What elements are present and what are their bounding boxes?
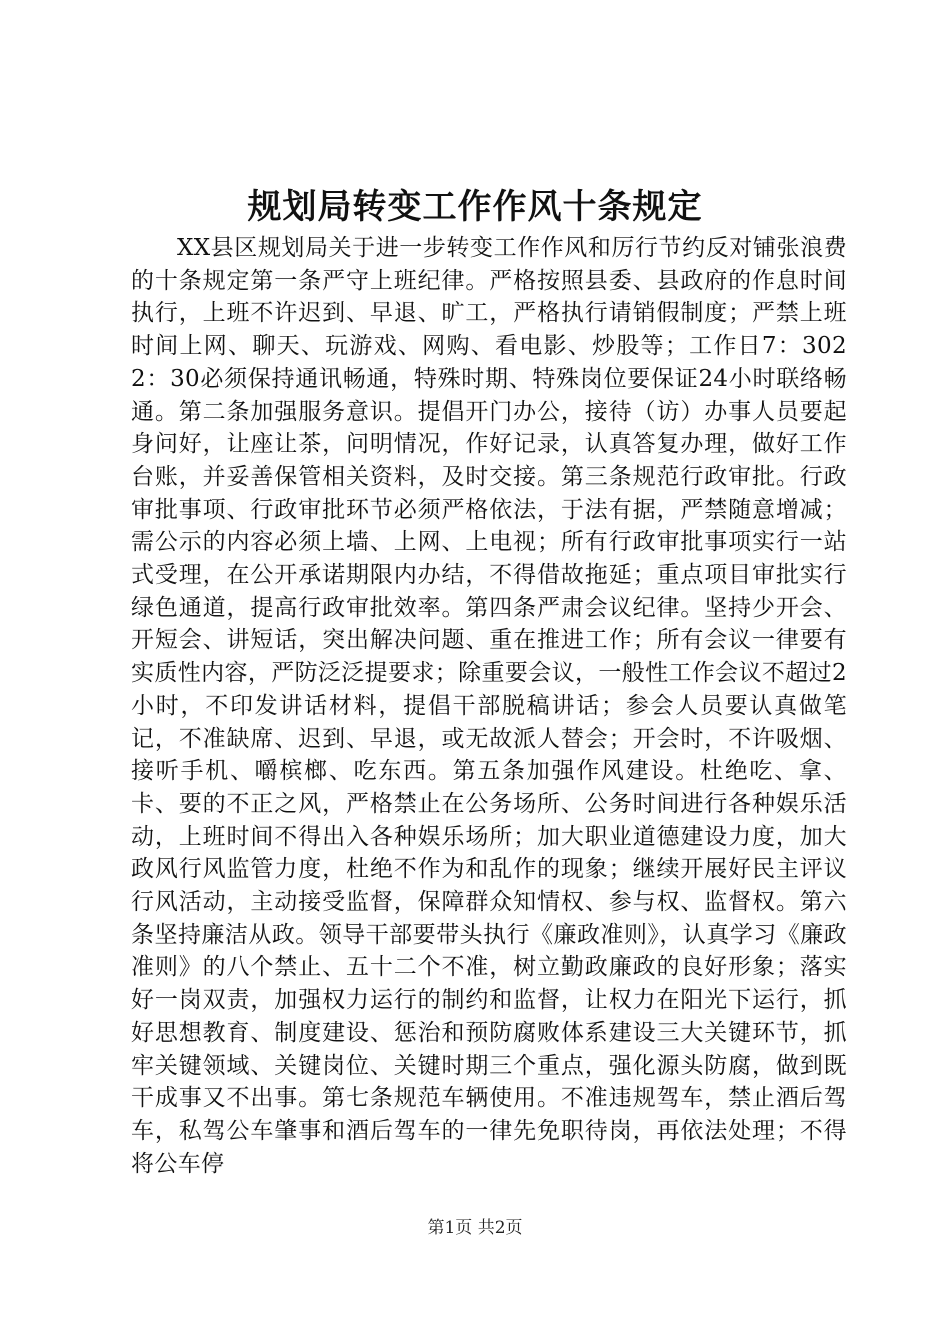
page-footer xyxy=(0,1216,950,1240)
document-title: 规划局转变工作作风十条规定 xyxy=(247,187,703,227)
page-number-indicator: 第1页 共2页 xyxy=(427,1218,523,1238)
document-body-paragraph: XX县区规划局关于进一步转变工作作风和厉行节约反对铺张浪费的十条规定第一条严守上班纪律。严格按照县委、县政府的作息时间执行，上班不许迟到、早退、旷工，严格执行请销假制度；严禁上班时间上网、聊天、玩游戏、网购、看电影、炒股等；工作日7：3022：30必须保持通讯畅通，特殊时期、特殊岗位要保证24小时联络畅通。第二条加强服务意识。提倡开门办公，接待（访）办事人员要起身问好，让座让茶，问明情况，作好记录，认真答复办理，做好工作台账，并妥善保管相关资料，及时交接。第三条规范行政审批。行政审批事项、行政审批环节必须严格依法，于法有据，严禁随意增减；需公示的内容必须上墙、上网、上电视；所有行政审批事项实行一站式受理，在公开承诺期限内办结，不得借故拖延；重点项目审批实行绿色通道，提高行政审批效率。第四条严肃会议纪律。坚持少开会、开短会、讲短话，突出解决问题、重在推进工作；所有会议一律要有实质性内容，严防泛泛提要求；除重要会议，一般性工作会议不超过2小时，不印发讲话材料，提倡干部脱稿讲话；参会人员要认真做笔记，不准缺席、迟到、早退，或无故派人替会；开会时，不许吸烟、接听手机、嚼槟榔、吃东西。第五条加强作风建设。杜绝吃、拿、卡、要的不正之风，严格禁止在公务场所、公务时间进行各种娱乐活动，上班时间不得出入各种娱乐场所；加大职业道德建设力度，加大政风行风监管力度，杜绝不作为和乱作的现象；继续开展好民主评议行风活动，主动接受监督，保障群众知情权、参与权、监督权。第六条坚持廉洁从政。领导干部要带头执行《廉政准则》，认真学习《廉政准则》的八个禁止、五十二个不准，树立勤政廉政的良好形象；落实好一岗双责，加强权力运行的制约和监督，让权力在阳光下运行，抓好思想教育、制度建设、惩治和预防腐败体系建设三大关键环节，抓牢关键领域、关键岗位、关键时期三个重点，强化源头防腐，做到既干成事又不出事。第七条规范车辆使用。不准违规驾车，禁止酒后驾车，私驾公车肇事和酒后驾车的一律先免职待岗，再依法处理；不得将公车停 xyxy=(131,235,847,1177)
